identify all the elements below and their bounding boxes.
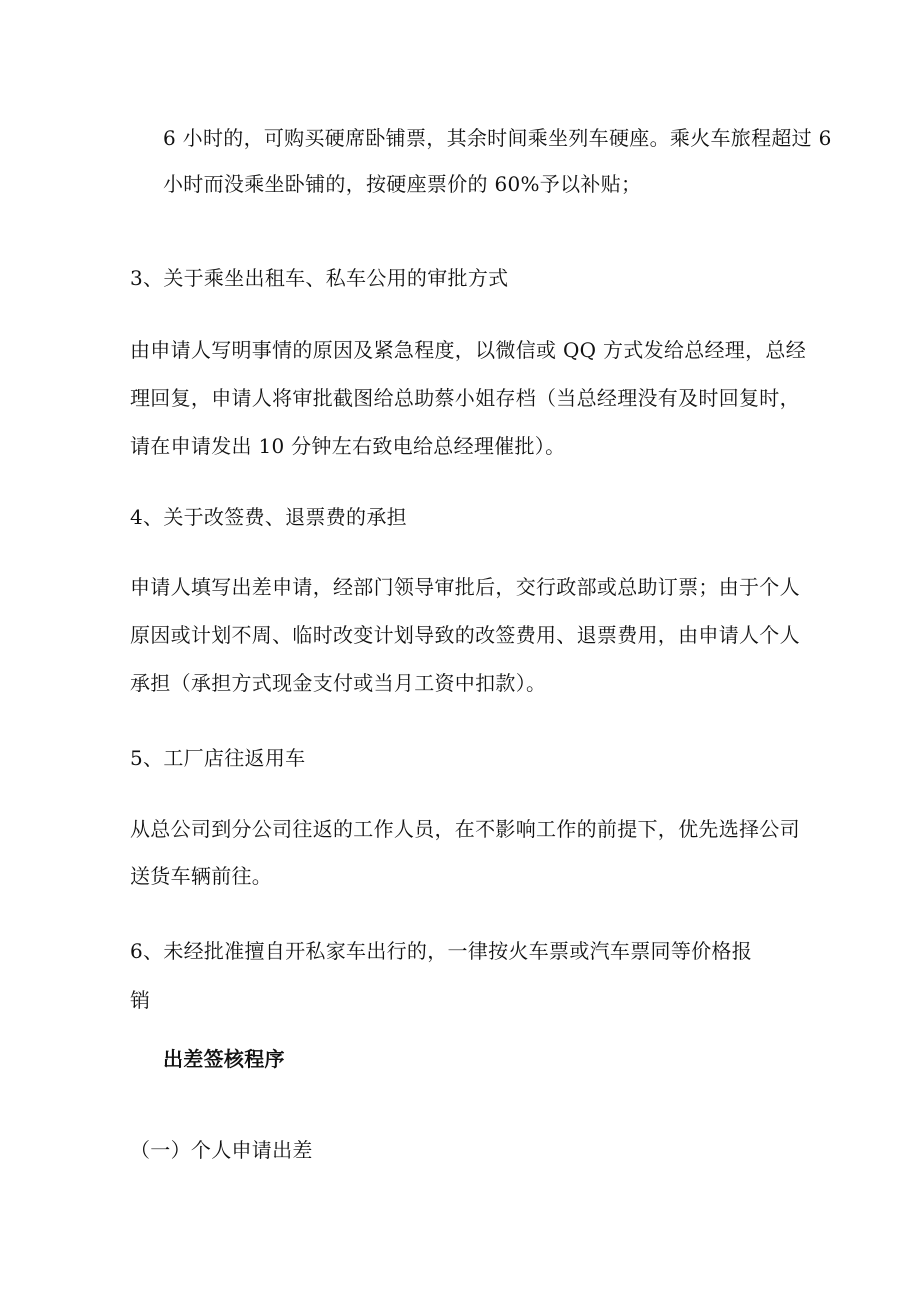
section-6-line-1: 6、未经批准擅自开私家车出行的，一律按火车票或汽车票同等价格报 [130,939,753,963]
section-5-heading: 5、工厂店往返用车 [130,746,306,770]
section-4-paragraph-line-2: 原因或计划不周、临时改变计划导致的改签费用、退票费用，由申请人个人 [130,623,800,647]
procedure-step-1: （一）个人申请出差 [130,1138,313,1162]
section-3-paragraph-line-2: 理回复，申请人将审批截图给总助蔡小姐存档（当总经理没有及时回复时， [130,386,800,410]
section-4-heading: 4、关于改签费、退票费的承担 [130,505,407,529]
section-3-paragraph-line-3: 请在申请发出 10 分钟左右致电给总经理催批）。 [130,434,566,458]
procedure-title: 出差签核程序 [163,1047,285,1071]
section-6-line-2: 销 [130,988,151,1012]
section-3-paragraph-line-1: 由申请人写明事情的原因及紧急程度，以微信或 QQ 方式发给总经理，总经 [130,338,807,362]
section-4-paragraph-line-1: 申请人填写出差申请，经部门领导审批后，交行政部或总助订票；由于个人 [130,575,800,599]
continuation-line-1: 6 小时的，可购买硬席卧铺票，其余时间乘坐列车硬座。乘火车旅程超过 6 [163,126,832,150]
section-4-paragraph-line-3: 承担（承担方式现金支付或当月工资中扣款）。 [130,671,547,695]
section-5-paragraph-line-1: 从总公司到分公司往返的工作人员，在不影响工作的前提下，优先选择公司 [130,817,800,841]
section-3-heading: 3、关于乘坐出租车、私车公用的审批方式 [130,266,509,290]
section-5-paragraph-line-2: 送货车辆前往。 [130,864,273,888]
continuation-line-2: 小时而没乘坐卧铺的，按硬座票价的 60%予以补贴； [163,172,642,196]
